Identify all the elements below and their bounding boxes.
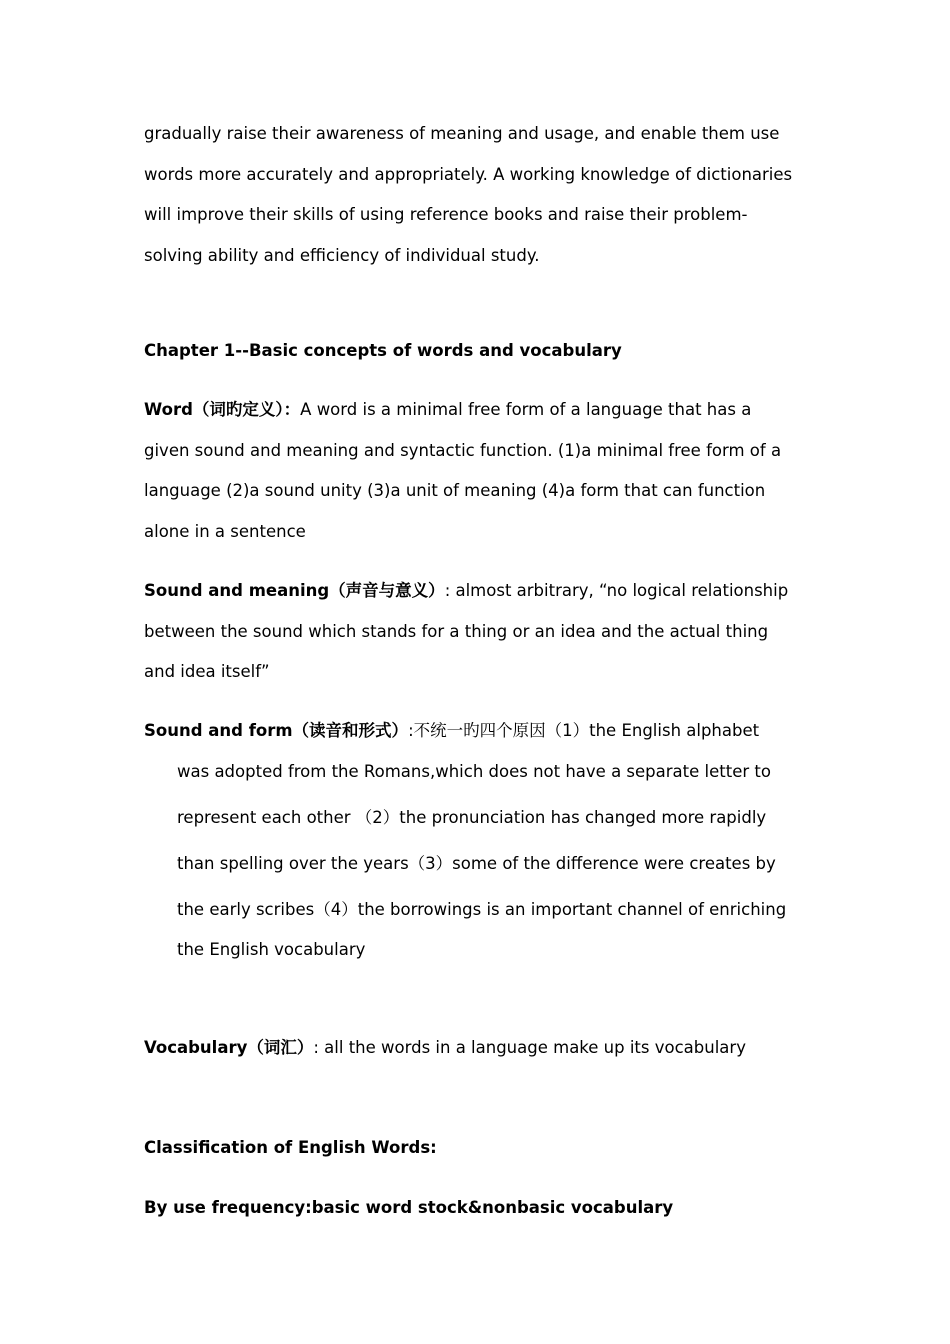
paragraph-line: alone in a sentence bbox=[144, 522, 306, 541]
paragraph-line: words more accurately and appropriately. A working knowledge of dictionaries bbox=[144, 165, 793, 184]
definition-text: : almost arbitrary, “no logical relationship bbox=[444, 581, 789, 600]
paragraph-line: will improve their skills of using reference books and raise their problem- bbox=[144, 205, 748, 224]
paragraph-line: represent each other （2）the pronunciation has changed more rapidly bbox=[177, 808, 767, 827]
term-label: Sound and meaning（声音与意义） bbox=[144, 581, 445, 600]
classification-heading: Classification of English Words: bbox=[144, 1138, 437, 1157]
vocabulary-definition bbox=[144, 1038, 746, 1058]
paragraph-line: between the sound which stands for a thing or an idea and the actual thing bbox=[144, 622, 769, 641]
paragraph-line: gradually raise their awareness of meaning and usage, and enable them use bbox=[144, 124, 780, 143]
subheading-use-frequency: By use frequency:basic word stock&nonbasic vocabulary bbox=[144, 1198, 674, 1217]
paragraph-line bbox=[144, 721, 759, 741]
paragraph-line: the early scribes（4）the borrowings is an important channel of enriching bbox=[177, 900, 787, 919]
paragraph-line: language (2)a sound unity (3)a unit of meaning (4)a form that can function bbox=[144, 481, 766, 500]
paragraph-line: given sound and meaning and syntactic function. (1)a minimal free form of a bbox=[144, 441, 782, 460]
paragraph-line bbox=[144, 400, 751, 420]
paragraph-line: than spelling over the years（3）some of the difference were creates by bbox=[177, 854, 776, 873]
definition-text: : all the words in a language make up its vocabulary bbox=[313, 1038, 746, 1057]
paragraph-line: was adopted from the Romans,which does not have a separate letter to bbox=[177, 762, 771, 781]
definition-text: A word is a minimal free form of a language that has a bbox=[300, 400, 752, 419]
term-label: Vocabulary（词汇） bbox=[144, 1038, 314, 1057]
paragraph-line bbox=[144, 581, 788, 601]
term-label: Sound and form（读音和形式） bbox=[144, 721, 409, 740]
paragraph-line: and idea itself” bbox=[144, 662, 270, 681]
paragraph-line: the English vocabulary bbox=[177, 940, 366, 959]
paragraph-line: solving ability and efficiency of individual study. bbox=[144, 246, 540, 265]
chapter-heading: Chapter 1--Basic concepts of words and vocabulary bbox=[144, 341, 622, 360]
definition-text: :不统一旳四个原因（1）the English alphabet bbox=[408, 721, 760, 740]
term-label: Word（词旳定义）： bbox=[144, 400, 301, 419]
